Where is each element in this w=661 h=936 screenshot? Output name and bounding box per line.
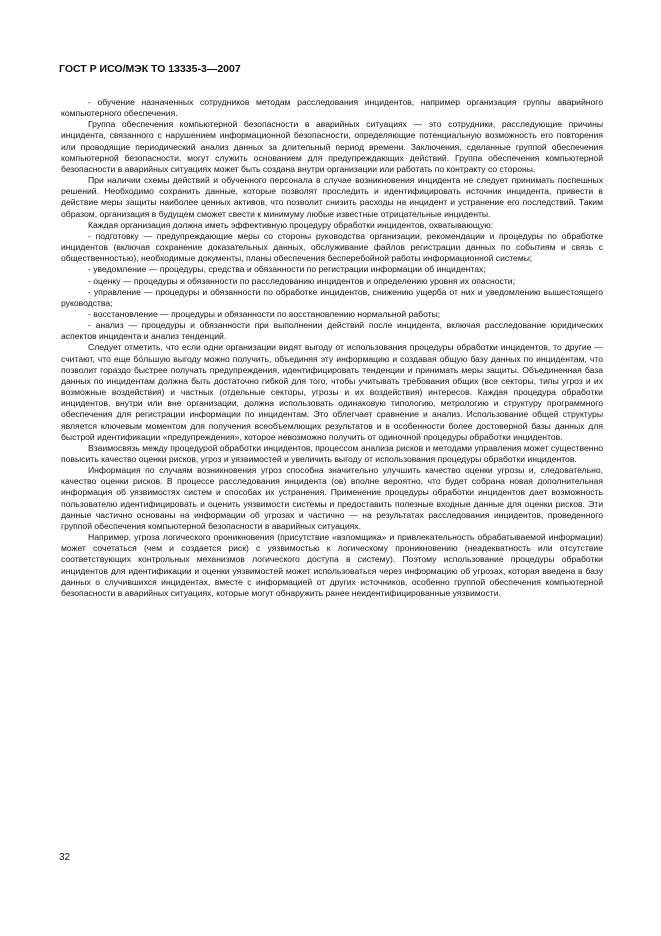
paragraph: Каждая организация должна иметь эффективную процедуру обработки инцидентов, охватывающую: [88, 219, 494, 230]
list-item: - управление — процедуры и обязанности по обработке инцидентов, снижению ущерба от них и уведомлению вышестоящего руководства; [61, 286, 603, 308]
paragraph: Информация по случаям возникновения угроз способна значительно улучшить качество оценки угрозы и, следовательно, качество оценки рисков. В процессе расследования инцидента (ов) вполне вероятно, что будет собрана новая дополнительная информация об уязвимостях систем и способах их устранения. Применение процедуры обработки инцидентов дает возможность пользователю идентифицировать и оценить уязвимости системы и предоставить полезные входные данные для оценки рисков. Эти данные частично основаны на информации об угрозах и частично — на результатах расследования инцидентов, проведенного группой обеспечения компьютерной безопасности в аварийных ситуациях. [61, 465, 603, 531]
list-item: - оценку — процедуры и обязанности по расследованию инцидентов и определению уровня их опасности; [88, 275, 515, 286]
paragraph: Например, угроза логического проникновения (присутствие «взломщика» и привлекательность обрабатываемой информации) может сочетаться (чем и создается риск) с уязвимостью к логическому проникновению (неадекватность или отсутствие соответствующих контрольных механизмов логического доступа в систему). Поэтому использование процедуры обработки инцидентов для идентификации и оценки уязвимостей может использоваться через информацию об угрозах, которая введена в базу данных о случившихся инцидентах, вместе с информацией от других источников, особенно группой обеспечения компьютерной безопасности в аварийных ситуациях, которые могут обнаружить ранее неидентифицированные уязвимости. [61, 532, 603, 598]
list-item: - уведомление — процедуры, средства и обязанности по регистрации информации об инцидентах; [88, 264, 486, 275]
paragraph: - обучение назначенных сотрудников методам расследования инцидентов, например организация группы аварийного компьютерного обеспечения. [61, 97, 603, 119]
paragraph: Взаимосвязь между процедурой обработки инцидентов, процессом анализа рисков и методами управления может существенно повысить качество оценки рисков, угроз и уязвимостей и увеличить выгоду от использования процедуры обработки инцидентов. [61, 442, 603, 464]
document-header: ГОСТ Р ИСО/МЭК ТО 13335-3—2007 [59, 63, 241, 75]
page-number: 32 [59, 852, 71, 863]
paragraph: Группа обеспечения компьютерной безопасности в аварийных ситуациях — это сотрудники, расследующие причины инцидента, связанного с нарушением информационной безопасности, определяющие потенциальную возможность его повторения или проводящие периодический анализ данных за длительный период времени. Заключения, сделанные группой обеспечения компьютерной безопасности, могут служить основанием для предупреждающих действий. Группа обеспечения компьютерной безопасности в аварийных ситуациях может быть создана внутри организации или работать по контракту со стороны. [61, 119, 603, 174]
list-item: - анализ — процедуры и обязанности при выполнении действий после инцидента, включая расследование юридических аспектов инцидента и анализ тенденций. [61, 320, 603, 342]
paragraph: Следует отметить, что если одни организации видят выгоду от использования процедуры обработки инцидентов, то другие — считают, что еще бо́льшую выгоду можно получить, объединяя эту информацию и создавая общую базу данных по инцидентам, что позволит гораздо быстрее получать предупреждения, идентифицировать тенденции и принимать меры защиты. Объединенная база данных по инцидентам должна быть достаточно гибкой для того, чтобы учитывать требования общих (все секторы, типы угроз и их возможные воздействия) и частных (отдельные секторы, угрозы и их воздействия) интересов. Каждая процедура обработки инцидентов, внутри или вне организации, должна использовать одинаковую типологию, метрологию и структуру программного обеспечения для регистрации информации по инцидентам. Это облегчает сравнение и анализ. Использование общей структуры является ключевым моментом для получения всеобъемлющих результатов и в особенности более достоверной базы данных для быстрой идентификации «предупреждения», которое невозможно получить от одиночной процедуры обработки инцидентов. [61, 342, 603, 442]
list-item: - подготовку — предупреждающие меры со стороны руководства организации, рекомендации и процедуры по обработке инцидентов (включая сохранение доказательных данных, обслуживание файлов регистрации данных по событиям и связь с общественностью), необходимые документы, планы обеспечения бесперебойной работы информационной системы; [61, 230, 603, 264]
paragraph: При наличии схемы действий и обученного персонала в случае возникновения инцидента не следует принимать поспешных решений. Необходимо сохранить данные, которые позволят проследить и идентифицировать источник инцидента, привести в действие меры защиты наиболее ценных активов, что позволит снизить расходы на инцидент и устранение его последствий. Таким образом, организация в будущем сможет свести к минимуму любые известные отрицательные инциденты. [61, 175, 603, 219]
document-body [61, 97, 603, 599]
list-item: - восстановление — процедуры и обязанности по восстановлению нормальной работы; [88, 308, 441, 319]
